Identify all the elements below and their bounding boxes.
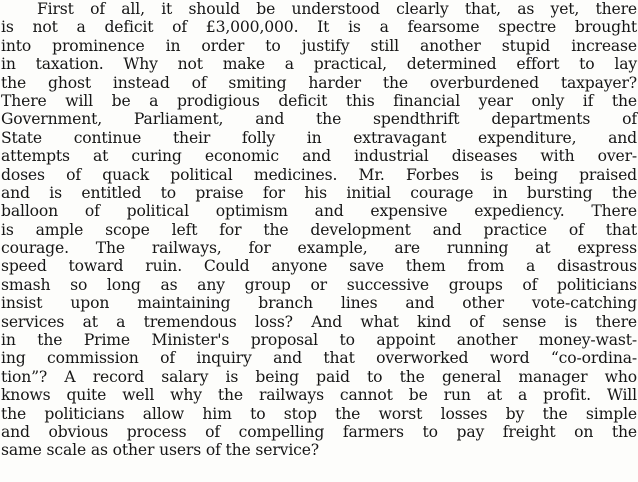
- text-line: balloon of political optimism and expensive expediency. There: [1, 202, 637, 221]
- text-line: into prominence in order to justify still another stupid increase: [1, 36, 637, 55]
- text-line: and obvious process of compelling farmers to pay freight on the: [1, 422, 637, 441]
- text-line: State continue their folly in extravagant expenditure, and: [1, 128, 637, 147]
- text-line: the ghost instead of smiting harder the overburdened taxpayer?: [1, 73, 637, 92]
- text-line: attempts at curing economic and industrial diseases with over-: [1, 147, 637, 166]
- text-line: smash so long as any group or successive groups of politicians: [1, 275, 637, 294]
- text-line: Government, Parliament, and the spendthrift departments of: [1, 110, 637, 129]
- text-line: the politicians allow him to stop the worst losses by the simple: [1, 404, 637, 423]
- text-line: in taxation. Why not make a practical, determined effort to lay: [1, 55, 637, 74]
- text-line: courage. The railways, for example, are running at express: [1, 239, 637, 258]
- text-line: in the Prime Minister's proposal to appoint another money-wast-: [1, 331, 637, 350]
- text-line: doses of quack political medicines. Mr. Forbes is being praised: [1, 165, 637, 184]
- text-line: is ample scope left for the development and practice of that: [1, 220, 637, 239]
- text-line: insist upon maintaining branch lines and other vote-catching: [1, 294, 637, 313]
- text-line: same scale as other users of the service?: [1, 441, 320, 460]
- text-line: is not a deficit of £3,000,000. It is a fearsome spectre brought: [1, 18, 637, 37]
- article-text: [1, 0, 637, 460]
- text-line: and is entitled to praise for his initial courage in bursting the: [1, 183, 637, 202]
- text-line: ing commission of inquiry and that overworked word “co-ordina-: [1, 349, 637, 368]
- text-line: There will be a prodigious deficit this financial year only if the: [1, 91, 637, 110]
- text-line: tion”? A record salary is being paid to the general manager who: [1, 367, 637, 386]
- text-line: speed toward ruin. Could anyone save them from a disastrous: [1, 257, 637, 276]
- text-line: services at a tremendous loss? And what kind of sense is there: [1, 312, 637, 331]
- text-line: First of all, it should be understood clearly that, as yet, there: [37, 0, 637, 18]
- text-line: knows quite well why the railways cannot be run at a profit. Will: [1, 386, 637, 405]
